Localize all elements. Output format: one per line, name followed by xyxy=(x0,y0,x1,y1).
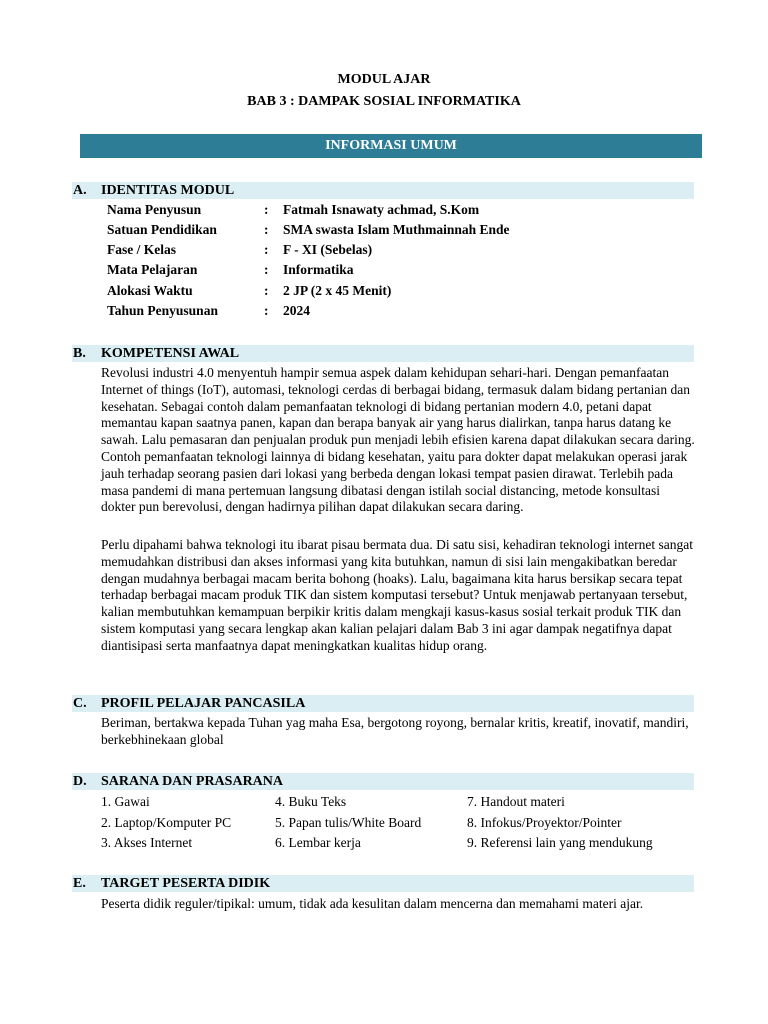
document-title: MODUL AJAR xyxy=(337,72,431,87)
target-student-text: Peserta didik reguler/tipikal: umum, tidak ada kesulitan dalam mencerna dan memahami materi ajar. xyxy=(101,896,644,911)
section-c-header xyxy=(72,695,694,712)
section-a-title: IDENTITAS MODUL xyxy=(101,183,235,198)
facility-item: 6. Lembar kerja xyxy=(275,835,361,850)
identity-row xyxy=(107,222,697,242)
identity-value: Informatika xyxy=(283,262,354,277)
section-c-title: PROFIL PELAJAR PANCASILA xyxy=(101,696,306,711)
facility-row xyxy=(101,835,701,855)
facility-item: 9. Referensi lain yang mendukung xyxy=(467,835,653,850)
identity-value: F - XI (Sebelas) xyxy=(283,242,373,257)
section-e-title: TARGET PESERTA DIDIK xyxy=(101,876,271,891)
identity-row xyxy=(107,283,697,303)
info-banner: INFORMASI UMUM xyxy=(80,134,702,158)
identity-row xyxy=(107,303,697,323)
pancasila-profile-text: Beriman, bertakwa kepada Tuhan yag maha Esa, bergotong royong, bernalar kritis, kreatif, inovatif, mandiri, berkebhinekaan global xyxy=(101,715,689,747)
identity-row xyxy=(107,242,697,262)
identity-separator: : xyxy=(264,283,269,298)
competence-paragraph-1: Revolusi industri 4.0 menyentuh hampir semua aspek dalam kehidupan sehari-hari. Dengan pemanfaatan Internet of things (IoT), automasi, teknologi cerdas di berbagai bidang, termasuk dalam bidang pertanian dan kesehatan. Sebagai contoh dalam pemanfaatan teknologi di bidang pertanian modern 4.0, petani dapat memantau kapan saatnya panen, kapan dan berapa banyak air yang harus dialirkan, tanpa harus datang ke sawah. Lalu pemasaran dan penjualan produk pun menjadi lebih efisien karena dapat dilakukan secara daring. Contoh pemanfaatan teknologi lainnya di bidang kesehatan, yaitu para dokter dapat melakukan operasi jarak jauh terhadap seorang pasien dari lokasi yang berbeda dengan lokasi tempat pasien dirawat. Terlebih pada masa pandemi di mana pertemuan langsung dibatasi dengan istilah social distancing, metode konsultasi dokter pun berevolusi, dengan hadirnya pilihan dapat dilakukan secara daring. xyxy=(101,365,695,515)
facility-item: 8. Infokus/Proyektor/Pointer xyxy=(467,815,622,830)
facility-item: 3. Akses Internet xyxy=(101,835,193,850)
facility-row xyxy=(101,794,701,814)
identity-row xyxy=(107,202,697,222)
competence-paragraph-2: Perlu dipahami bahwa teknologi itu ibarat pisau bermata dua. Di satu sisi, kehadiran teknologi internet sangat memudahkan distribusi dan akses informasi yang kita butuhkan, namun di sisi lain mengakibatkan beredar dengan mudahnya berbagai macam berita bohong (hoaks). Lalu, bagaimana kita harus bersikap secara tepat terhadap berbagai macam produk TIK dan sistem komputasi tersebut? Untuk menjawab pertanyaan tersebut, kalian membutuhkan kemampuan berpikir kritis dalam mengkaji kasus-kasus sosial terkait produk TIK dan sistem komputasi yang secara lengkap akan kalian pelajari dalam Bab 3 ini agar dampak negatifnya dapat diantisipasi serta manfaatnya dapat meningkatkan kualitas hidup orang. xyxy=(101,537,693,653)
facility-row xyxy=(101,815,701,835)
identity-row xyxy=(107,262,697,282)
section-a-letter: A. xyxy=(73,183,87,198)
facility-item: 2. Laptop/Komputer PC xyxy=(101,815,232,830)
facility-item: 7. Handout materi xyxy=(467,794,565,809)
facility-item: 5. Papan tulis/White Board xyxy=(275,815,422,830)
identity-value: 2024 xyxy=(283,303,310,318)
facility-item: 4. Buku Teks xyxy=(275,794,347,809)
identity-separator: : xyxy=(264,202,269,217)
identity-label: Fase / Kelas xyxy=(107,242,176,257)
section-c-letter: C. xyxy=(73,696,87,711)
section-b-letter: B. xyxy=(73,346,86,361)
identity-label: Nama Penyusun xyxy=(107,202,202,217)
section-e-header xyxy=(72,875,694,892)
document-subtitle: BAB 3 : DAMPAK SOSIAL INFORMATIKA xyxy=(247,94,521,109)
section-b-title: KOMPETENSI AWAL xyxy=(101,346,240,361)
identity-separator: : xyxy=(264,222,269,237)
identity-separator: : xyxy=(264,303,269,318)
section-d-header xyxy=(72,773,694,790)
identity-label: Satuan Pendidikan xyxy=(107,222,217,237)
section-d-title: SARANA DAN PRASARANA xyxy=(101,774,284,789)
section-b-header xyxy=(72,345,694,362)
identity-separator: : xyxy=(264,242,269,257)
identity-separator: : xyxy=(264,262,269,277)
facility-item: 1. Gawai xyxy=(101,794,150,809)
identity-value: SMA swasta Islam Muthmainnah Ende xyxy=(283,222,510,237)
identity-label: Mata Pelajaran xyxy=(107,262,198,277)
identity-value: Fatmah Isnawaty achmad, S.Kom xyxy=(283,202,480,217)
section-e-letter: E. xyxy=(73,876,86,891)
identity-label: Alokasi Waktu xyxy=(107,283,193,298)
identity-value: 2 JP (2 x 45 Menit) xyxy=(283,283,392,298)
section-d-letter: D. xyxy=(73,774,87,789)
identity-label: Tahun Penyusunan xyxy=(107,303,218,318)
section-a-header xyxy=(72,182,694,199)
